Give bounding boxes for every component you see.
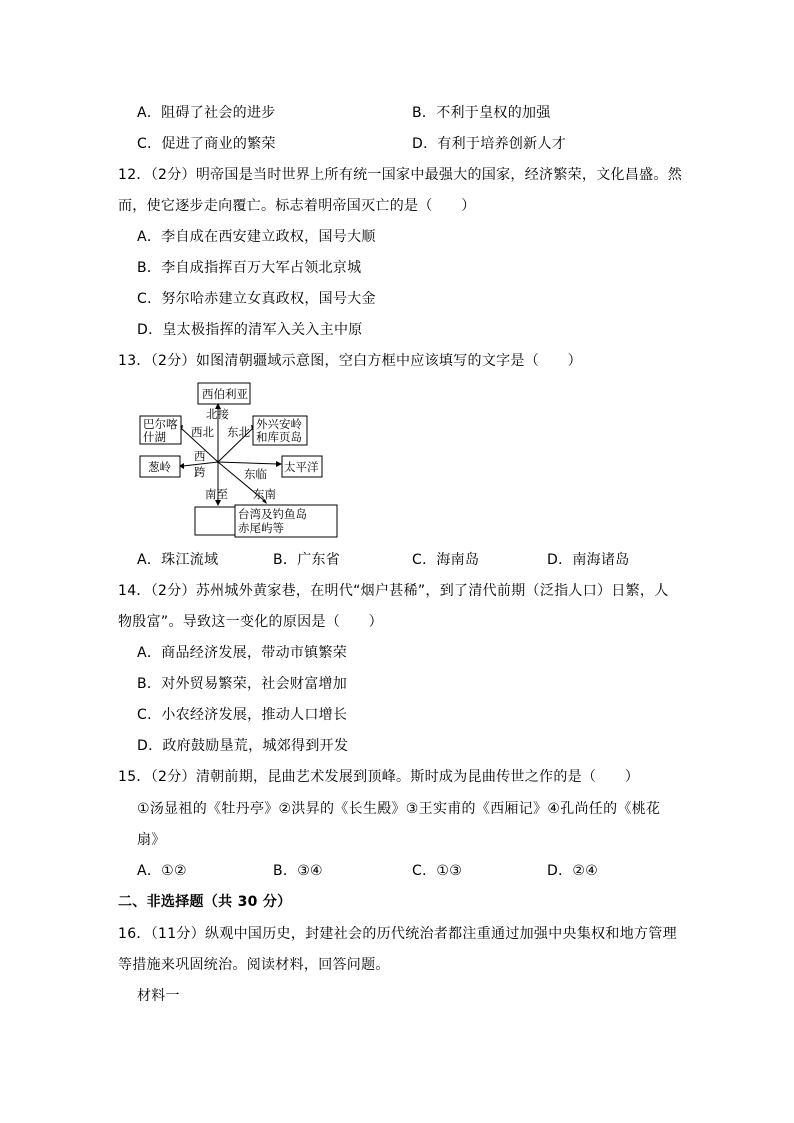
q11-option-a: A．阻碍了社会的进步 xyxy=(137,105,276,121)
label-beijie: 北接 xyxy=(206,407,229,421)
q12-option-b: B．李自成指挥百万大军占领北京城 xyxy=(137,260,362,276)
q14-option-d: D．政府鼓励垦荒，城郊得到开发 xyxy=(137,738,349,754)
q16-stem-line1: 16．（11分）纵观中国历史，封建社会的历代统治者都注重通过加强中央集权和地方管理 xyxy=(118,926,677,942)
q15-option-c: C．①③ xyxy=(412,863,463,879)
line-east xyxy=(218,462,278,464)
q12-stem-line1: 12．（2分）明帝国是当时世界上所有统一国家中最强大的国家，经济繁荣，文化昌盛。然 xyxy=(118,167,683,183)
q16-stem-line2: 等措施来巩固统治。阅读材料，回答问题。 xyxy=(118,957,390,973)
box-north-text: 西伯利亚 xyxy=(202,387,248,401)
q12-stem-line2: 而，使它逐步走向覆亡。标志着明帝国灭亡的是（ ） xyxy=(118,198,476,214)
q14-stem-line2: 物殷富”。导致这一变化的原因是（ ） xyxy=(118,614,383,630)
label-kua: 跨 xyxy=(194,465,206,479)
box-northwest-text-2: 什湖 xyxy=(143,430,166,444)
q15-option-a: A．①② xyxy=(137,863,187,879)
section-title: 二、非选择题（共 30 分） xyxy=(118,894,292,910)
q11-option-b: B．不利于皇权的加强 xyxy=(412,105,551,121)
q15-stem-line1: 15．（2分）清朝前期，昆曲艺术发展到顶峰。斯时成为昆曲传世之作的是（ ） xyxy=(118,769,640,785)
q14-option-b: B．对外贸易繁荣，社会财富增加 xyxy=(137,676,348,692)
q12-option-d: D．皇太极指挥的清军入关入主中原 xyxy=(137,322,363,338)
q15-option-d: D．②④ xyxy=(547,863,599,879)
qing-territory-diagram xyxy=(130,378,360,543)
arrow-east xyxy=(276,461,282,467)
q13-option-a: A．珠江流域 xyxy=(137,552,219,568)
q15-option-b: B．③④ xyxy=(273,863,323,879)
q12-option-c: C．努尔哈赤建立女真政权，国号大金 xyxy=(137,291,376,307)
label-dongnan: 东南 xyxy=(253,487,276,501)
q15-stem-line3: 扇》 xyxy=(137,832,166,848)
box-northeast-text-2: 和库页岛 xyxy=(256,430,302,444)
box-northeast-text-1: 外兴安岭 xyxy=(256,417,302,431)
q14-stem-line1: 14．（2分）苏州城外黄家巷，在明代“烟户甚稀”，到了清代前期（泛指人口）日繁，人 xyxy=(118,583,669,599)
q11-option-c: C．促进了商业的繁荣 xyxy=(137,136,276,152)
q14-option-c: C．小农经济发展，推动人口增长 xyxy=(137,707,348,723)
q15-stem-line2: ①汤显祖的《牡丹亭》②洪昇的《长生殿》③王实甫的《西厢记》④孔尚任的《桃花 xyxy=(137,801,661,817)
label-dongbei: 东北 xyxy=(227,425,250,439)
q16-material-label: 材料一 xyxy=(137,988,180,1004)
q12-option-a: A．李自成在西安建立政权，国号大顺 xyxy=(137,229,376,245)
q13-option-b: B．广东省 xyxy=(273,552,341,568)
label-donglin: 东临 xyxy=(244,467,267,481)
q13-option-c: C．海南岛 xyxy=(412,552,480,568)
q14-option-a: A．商品经济发展，带动市镇繁荣 xyxy=(137,645,348,661)
label-xi: 西 xyxy=(194,449,206,463)
box-northwest-text-1: 巴尔喀 xyxy=(143,417,178,431)
box-east-text: 太平洋 xyxy=(284,460,319,474)
q11-option-d: D．有利于培养创新人才 xyxy=(412,136,567,152)
box-west-text: 葱岭 xyxy=(148,460,171,474)
label-nanzhi: 南至 xyxy=(205,487,228,501)
label-xibei: 西北 xyxy=(191,425,214,439)
box-southeast-text-1: 台湾及钓鱼岛 xyxy=(238,507,307,521)
q13-stem: 13．（2分）如图清朝疆域示意图，空白方框中应该填写的文字是（ ） xyxy=(118,353,582,369)
q13-option-d: D．南海诸岛 xyxy=(547,552,630,568)
box-southeast-text-2: 赤尾屿等 xyxy=(238,521,284,535)
